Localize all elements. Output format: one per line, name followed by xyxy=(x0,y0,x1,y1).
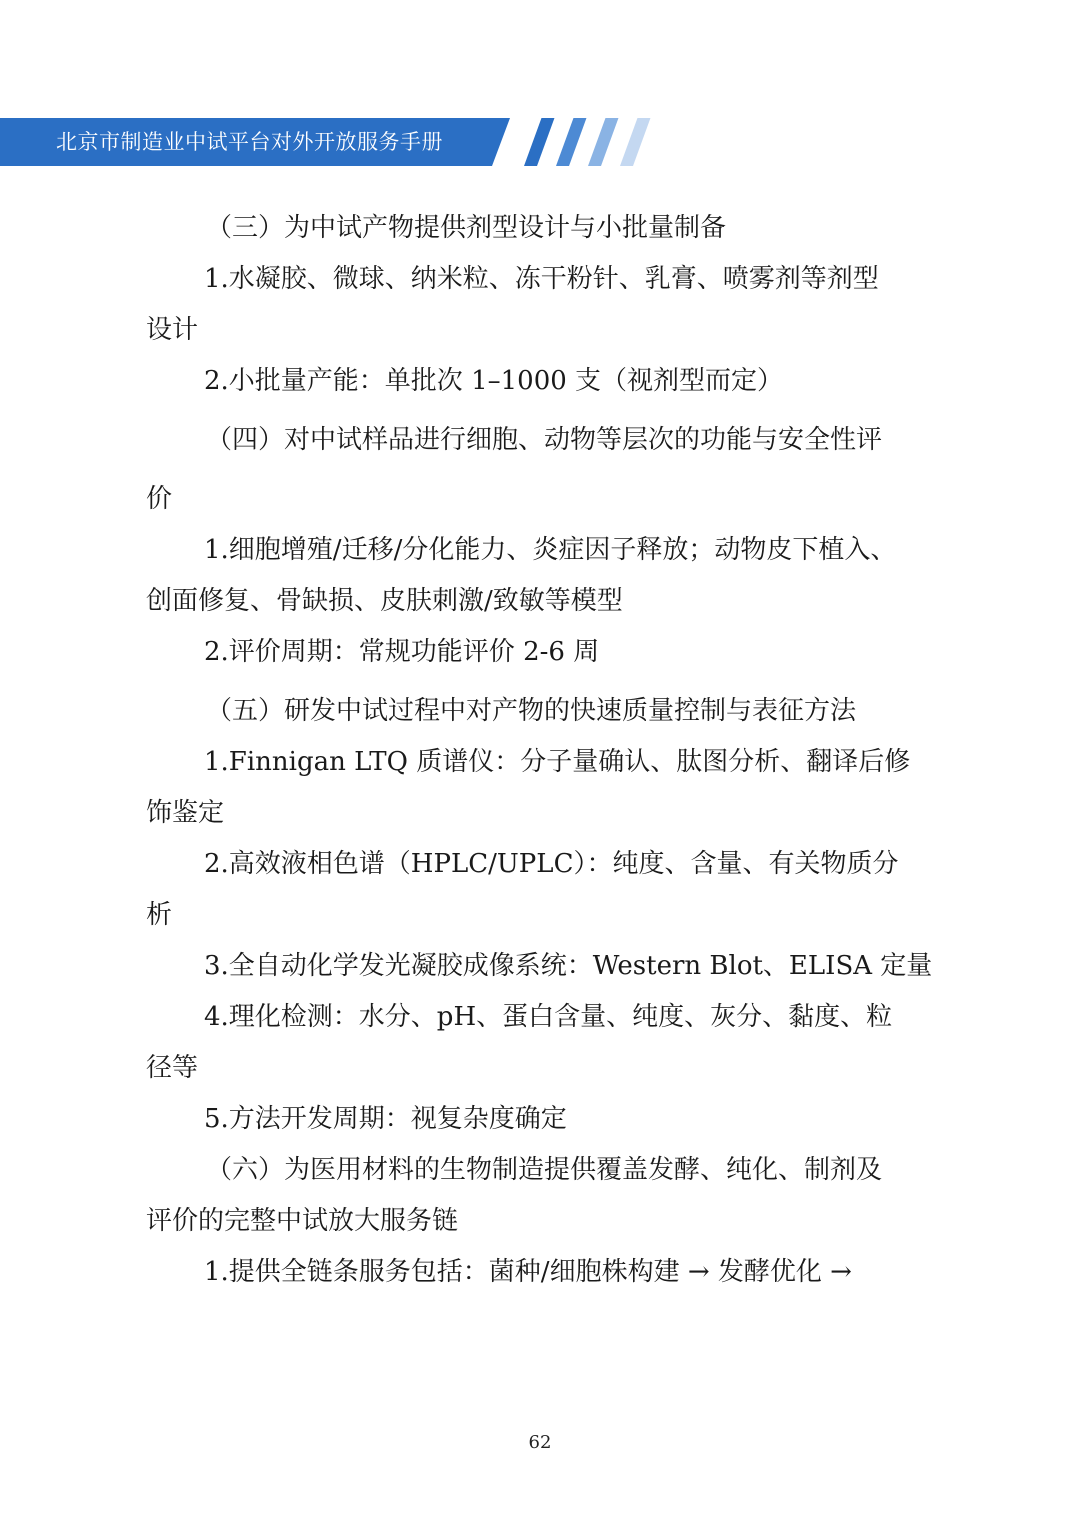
section-heading-3: （三）为中试产物提供剂型设计与小批量制备 xyxy=(206,213,727,243)
section-heading-5: （五）研发中试过程中对产物的快速质量控制与表征方法 xyxy=(206,696,857,726)
header-stripe-1 xyxy=(524,118,554,166)
section-heading-4: （四）对中试样品进行细胞、动物等层次的功能与安全性评 xyxy=(206,425,883,455)
paragraph-line: 1.Finnigan LTQ 质谱仪：分子量确认、肽图分析、翻译后修 xyxy=(204,747,911,777)
header-stripe-4 xyxy=(620,118,650,166)
paragraph-line: 3.全自动化学发光凝胶成像系统：Western Blot、ELISA 定量 xyxy=(204,951,933,981)
header-stripe-2 xyxy=(556,118,586,166)
paragraph-line: 创面修复、骨缺损、皮肤刺激/致敏等模型 xyxy=(146,586,623,616)
paragraph-line: 评价的完整中试放大服务链 xyxy=(146,1206,459,1236)
page-number: 62 xyxy=(528,1432,552,1453)
document-body xyxy=(146,203,946,1298)
paragraph-line: 饰鉴定 xyxy=(146,798,225,828)
paragraph-line: 1.细胞增殖/迁移/分化能力、炎症因子释放；动物皮下植入、 xyxy=(204,535,897,565)
paragraph-line: 2.高效液相色谱（HPLC/UPLC）：纯度、含量、有关物质分 xyxy=(204,849,899,879)
paragraph-line: 4.理化检测：水分、pH、蛋白含量、纯度、灰分、黏度、粒 xyxy=(204,1002,893,1032)
header-title: 北京市制造业中试平台对外开放服务手册 xyxy=(56,130,443,154)
section-heading-6: （六）为医用材料的生物制造提供覆盖发酵、纯化、制剂及 xyxy=(206,1155,883,1185)
paragraph-line: 2.评价周期：常规功能评价 2-6 周 xyxy=(204,637,600,667)
paragraph-line: 析 xyxy=(146,900,173,930)
paragraph-line: 5.方法开发周期：视复杂度确定 xyxy=(204,1104,567,1134)
paragraph-line: 2.小批量产能：单批次 1–1000 支（视剂型而定） xyxy=(204,366,784,396)
paragraph-line: 径等 xyxy=(146,1053,199,1083)
header-stripe-3 xyxy=(588,118,618,166)
paragraph-line: 1.提供全链条服务包括：菌种/细胞株构建 → 发酵优化 → xyxy=(204,1257,852,1287)
paragraph-line: 设计 xyxy=(146,315,199,345)
paragraph-line: 1.水凝胶、微球、纳米粒、冻干粉针、乳膏、喷雾剂等剂型 xyxy=(204,264,879,294)
paragraph-line: 价 xyxy=(146,484,173,514)
